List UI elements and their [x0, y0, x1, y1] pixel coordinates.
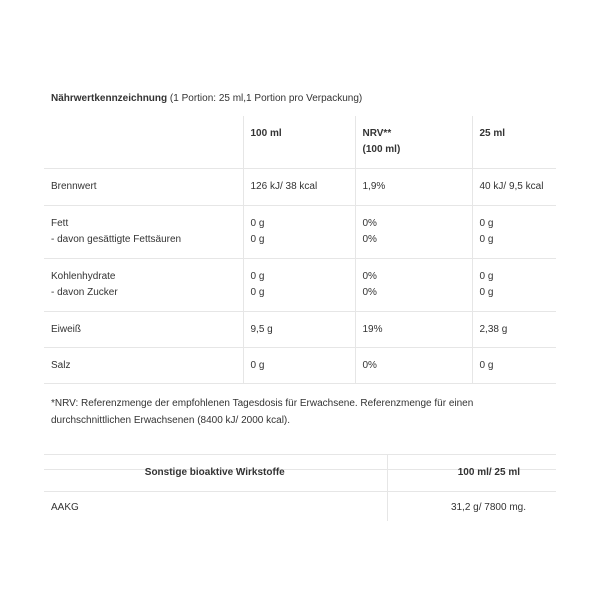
row-value-100ml: 9,5 g: [243, 311, 355, 347]
table-row: [44, 258, 556, 311]
row-value-nrv: 1,9%: [355, 168, 472, 205]
row-value-100ml: 126 kJ/ 38 kcal: [243, 168, 355, 205]
header-cell-nrv: [355, 116, 472, 168]
table-row: [44, 347, 556, 383]
row-value-nrv: [355, 205, 472, 258]
row-label: Eiweiß: [44, 311, 243, 347]
header-nrv-line2: (100 ml): [362, 144, 401, 155]
row-label-main: Kohlenhydrate: [51, 270, 116, 282]
value-main: 0 g: [250, 217, 265, 229]
row-label: Brennwert: [44, 168, 243, 205]
row-label-main: Fett: [51, 217, 69, 229]
row-label: [44, 205, 243, 258]
row-value-nrv: 19%: [355, 311, 472, 347]
nutrition-header-row: [44, 116, 556, 168]
value-main: 0 g: [479, 270, 494, 282]
row-label-sub: - davon gesättigte Fettsäuren: [51, 233, 182, 245]
row-value-25ml: [472, 258, 556, 311]
nutrition-caption: [51, 93, 362, 104]
header-cell-25ml: 25 ml: [472, 116, 556, 168]
bioactive-header-row: [44, 455, 556, 492]
nutrition-caption-detail: (1 Portion: 25 ml,1 Portion pro Verpackung): [167, 93, 363, 104]
row-value-100ml: [243, 258, 355, 311]
row-label-sub: - davon Zucker: [51, 286, 118, 298]
row-value-25ml: 0 g: [472, 347, 556, 383]
bioactive-header-name: Sonstige bioaktive Wirkstoffe: [44, 455, 387, 492]
header-cell-100ml: 100 ml: [243, 116, 355, 168]
value-main: 0%: [362, 270, 377, 282]
row-label: Salz: [44, 347, 243, 383]
value-sub: 0 g: [479, 286, 494, 298]
bioactive-amount: 31,2 g/ 7800 mg.: [387, 492, 556, 521]
value-main: 0 g: [479, 217, 494, 229]
bioactive-table: [44, 454, 556, 521]
value-sub: 0 g: [250, 286, 265, 298]
nutrition-table: [44, 116, 556, 470]
row-value-25ml: [472, 205, 556, 258]
table-row: [44, 311, 556, 347]
row-value-nrv: 0%: [355, 347, 472, 383]
value-sub: 0%: [362, 286, 377, 298]
nrv-footnote: *NRV: Referenzmenge der empfohlenen Tagesdosis für Erwachsene. Referenzmenge für einen durchschnittlichen Erwachsenen (8400 kJ/ 2000 kcal).: [44, 383, 556, 469]
row-value-25ml: 40 kJ/ 9,5 kcal: [472, 168, 556, 205]
row-value-100ml: [243, 205, 355, 258]
row-value-25ml: 2,38 g: [472, 311, 556, 347]
value-main: 0 g: [250, 270, 265, 282]
bioactive-header-amount: 100 ml/ 25 ml: [387, 455, 556, 492]
table-row: [44, 168, 556, 205]
bioactive-name: AAKG: [51, 502, 79, 513]
row-value-nrv: [355, 258, 472, 311]
value-sub: 0 g: [479, 233, 494, 245]
table-row: [44, 205, 556, 258]
header-nrv-line1: NRV**: [362, 128, 392, 139]
row-value-100ml: 0 g: [243, 347, 355, 383]
value-sub: 0%: [362, 233, 377, 245]
header-cell-label: [44, 116, 243, 168]
nutrition-caption-title: Nährwertkennzeichnung: [51, 93, 168, 104]
value-sub: 0 g: [250, 233, 265, 245]
value-main: 0%: [362, 217, 377, 229]
table-row: [44, 492, 556, 521]
row-label: [44, 258, 243, 311]
